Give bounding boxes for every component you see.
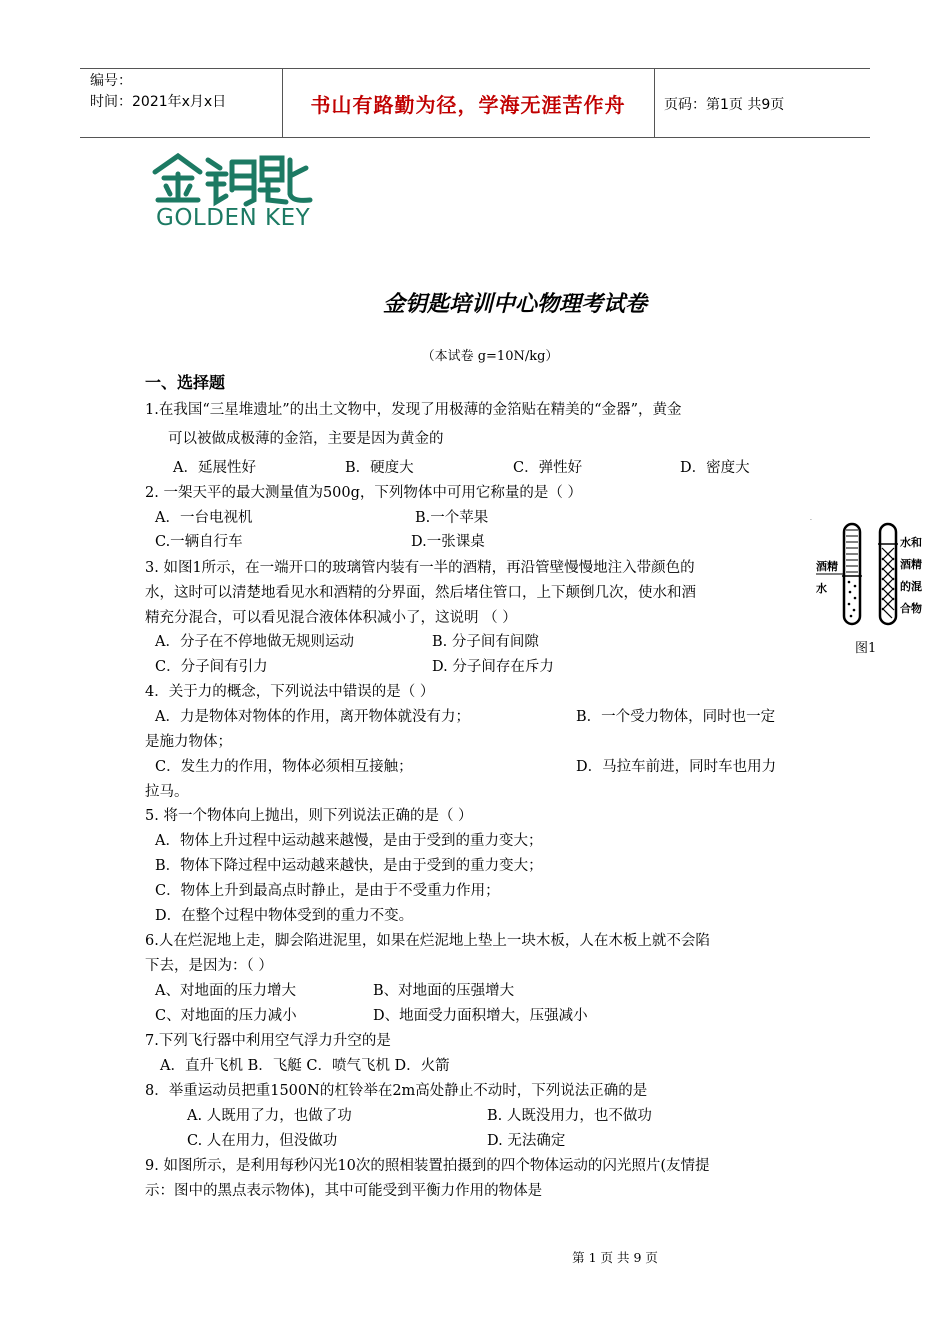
text-line: C．分子间有引力: [155, 659, 268, 675]
exam-title: 金钥匙培训中心物理考试卷: [382, 292, 647, 317]
figure-mark: .: [810, 518, 812, 522]
exam-subtitle: （本试卷 g=10N/kg）: [421, 349, 559, 364]
label-mixture-4: 合物: [900, 602, 922, 615]
figure-1-test-tubes: [808, 518, 938, 658]
page-footer: 第 1 页 共 9 页: [572, 1250, 658, 1265]
logo-english-text: GOLDEN KEY: [156, 205, 311, 231]
text-line: 7.下列飞行器中利用空气浮力升空的是: [145, 1033, 391, 1049]
text-line: A．直升飞机 B．飞艇 C．喷气飞机 D．火箭: [160, 1058, 450, 1074]
text-line: B.一个苹果: [415, 510, 489, 526]
text-line: 4．关于力的概念，下列说法中错误的是（ ）: [145, 684, 435, 700]
text-line: A．分子在不停地做无规则运动: [155, 634, 354, 650]
text-line: B. 人既没用力，也不做功: [487, 1108, 652, 1124]
header-divider: [654, 69, 655, 137]
label-alcohol: 酒精: [816, 560, 838, 573]
header-number: 编号：: [90, 73, 132, 89]
text-line: 是施力物体；: [145, 734, 232, 750]
text-line: A．延展性好: [173, 460, 256, 476]
golden-key-logo: [150, 150, 320, 210]
text-line: 下去，是因为：（ ）: [145, 958, 273, 974]
text-line: 8．举重运动员把重1500N的杠铃举在2m高处静止不动时，下列说法正确的是: [145, 1083, 648, 1099]
figure-caption: 图1: [855, 641, 877, 656]
text-line: B．一个受力物体，同时也一定: [576, 709, 776, 725]
text-line: A．物体上升过程中运动越来越慢，是由于受到的重力变大；: [155, 833, 543, 849]
text-line: 6.人在烂泥地上走，脚会陷进泥里，如果在烂泥地上垫上一块木板，人在木板上就不会陷: [145, 933, 710, 949]
header-page-number: 页码：第1页 共9页: [664, 97, 785, 113]
label-water: 水: [816, 582, 827, 595]
header-date: 时间：2021年x月x日: [90, 94, 227, 110]
text-line: 2. 一架天平的最大测量值为500g，下列物体中可用它称量的是（ ）: [145, 485, 583, 501]
text-line: B．硬度大: [345, 460, 414, 476]
text-line: A. 人既用了力，也做了功: [187, 1108, 352, 1124]
text-line: D．在整个过程中物体受到的重力不变。: [155, 908, 414, 924]
text-line: 3. 如图1所示，在一端开口的玻璃管内装有一半的酒精，再沿管壁慢慢地注入带颜色的: [145, 560, 695, 576]
text-line: 可以被做成极薄的金箔，主要是因为黄金的: [168, 431, 444, 447]
text-line: A．力是物体对物体的作用，离开物体就没有力；: [155, 709, 470, 725]
text-line: 示：图中的黑点表示物体)，其中可能受到平衡力作用的物体是: [145, 1183, 543, 1199]
text-line: A．一台电视机: [155, 510, 253, 526]
text-line: C．发生力的作用，物体必须相互接触；: [155, 759, 413, 775]
document-header: [80, 68, 870, 138]
header-motto: 书山有路勤为径，学海无涯苦作舟: [310, 93, 626, 117]
text-line: D．马拉车前进，同时车也用力: [576, 759, 777, 775]
left-test-tube: [844, 524, 860, 624]
text-line: B. 分子间有间隙: [432, 634, 539, 650]
text-line: 精充分混合，可以看见混合液体体积减小了，这说明 （ ）: [145, 610, 517, 626]
text-line: B、对地面的压强增大: [373, 983, 515, 999]
text-line: D.一张课桌: [411, 534, 485, 550]
text-line: 水，这时可以清楚地看见水和酒精的分界面，然后堵住管口，上下颠倒几次，使水和酒: [145, 585, 696, 601]
label-mixture-1: 水和: [900, 536, 922, 549]
text-line: B．物体下降过程中运动越来越快，是由于受到的重力变大；: [155, 858, 543, 874]
text-line: D. 无法确定: [487, 1133, 566, 1149]
text-line: C．弹性好: [513, 460, 583, 476]
label-mixture-2: 酒精: [900, 558, 922, 571]
header-meta: [90, 71, 226, 113]
text-line: D. 分子间存在斥力: [432, 659, 554, 675]
text-line: C.一辆自行车: [155, 534, 243, 550]
section-heading: 一、选择题: [145, 373, 226, 392]
label-mixture-3: 的混: [900, 580, 922, 593]
text-line: C．物体上升到最高点时静止，是由于不受重力作用；: [155, 883, 500, 899]
text-line: D．密度大: [680, 460, 750, 476]
text-line: 9. 如图所示，是利用每秒闪光10次的照相装置拍摄到的四个物体运动的闪光照片(友情提: [145, 1158, 710, 1174]
text-line: D、地面受力面积增大，压强减小: [373, 1008, 588, 1024]
text-line: 1.在我国“三星堆遗址”的出土文物中，发现了用极薄的金箔贴在精美的“金器”，黄金: [145, 402, 682, 418]
text-line: 拉马。: [145, 784, 189, 800]
text-line: 5. 将一个物体向上抛出，则下列说法正确的是（ ）: [145, 808, 473, 824]
text-line: A、对地面的压力增大: [155, 983, 296, 999]
text-line: C、对地面的压力减小: [155, 1008, 297, 1024]
text-line: C. 人在用力，但没做功: [187, 1133, 338, 1149]
